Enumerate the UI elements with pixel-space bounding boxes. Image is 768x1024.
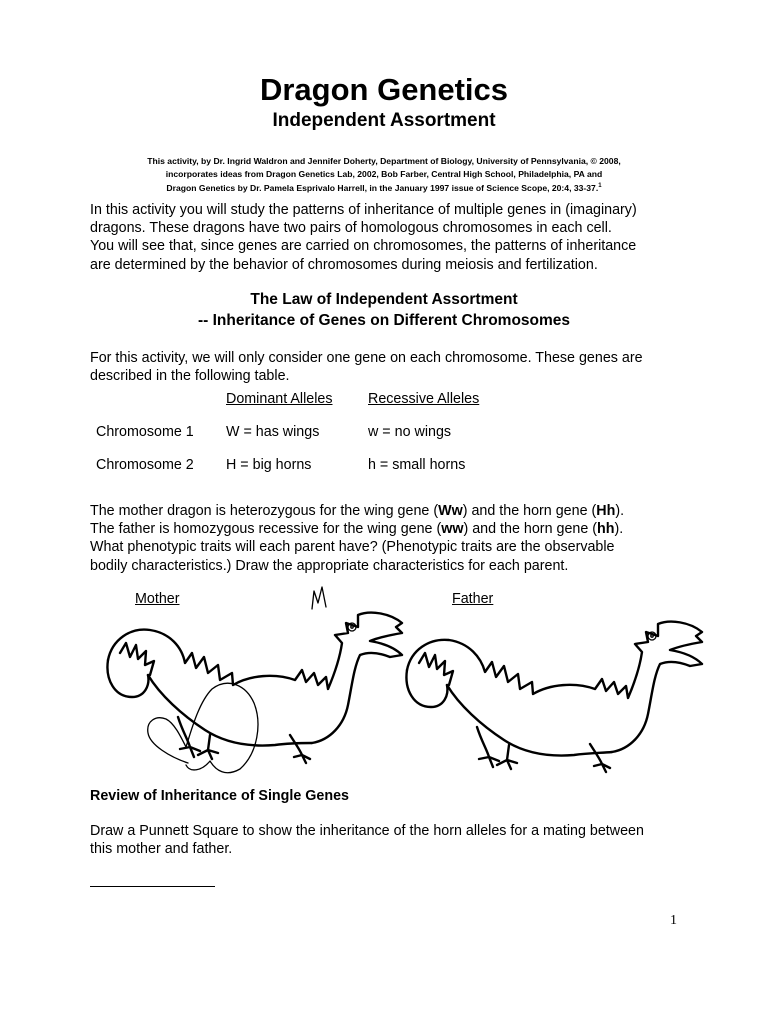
credit-line-text: Dragon Genetics by Dr. Pamela Esprivalo Harrell, in the January 1997 issue of Science Scope, 20:4, 33-37. xyxy=(166,182,599,193)
text-run: ). xyxy=(614,521,624,538)
genotype-mother-wing: Ww xyxy=(438,503,463,519)
review-line: Draw a Punnett Square to show the inheritance of the horn alleles for a mating between xyxy=(90,823,644,839)
intro-paragraph xyxy=(90,201,690,274)
table-row-label: Chromosome 1 xyxy=(96,424,194,440)
section-heading-line: The Law of Independent Assortment xyxy=(250,291,518,308)
review-line: this mother and father. xyxy=(90,841,233,858)
genotype-father-wing: ww xyxy=(441,521,464,538)
parents-line: What phenotypic traits will each parent have? (Phenotypic traits are the observable xyxy=(90,539,615,556)
father-dragon-drawing xyxy=(395,610,685,775)
text-run: ). xyxy=(615,503,625,519)
intro-line: are determined by the behavior of chromosomes during meiosis and fertilization. xyxy=(90,256,598,273)
text-run: ) and the horn gene ( xyxy=(463,521,598,538)
credit-block xyxy=(0,155,768,194)
mother-dragon-drawing xyxy=(90,585,380,780)
intro-line: dragons. These dragons have two pairs of homologous chromosomes in each cell. xyxy=(90,220,612,237)
review-paragraph xyxy=(90,822,690,858)
parents-line xyxy=(90,502,690,520)
text-run: The father is homozygous recessive for the wing gene ( xyxy=(90,521,442,538)
mother-label: Mother xyxy=(135,591,180,607)
table-intro xyxy=(90,349,690,385)
intro-line: You will see that, since genes are carried on chromosomes, the patterns of inheritance xyxy=(90,238,637,255)
parents-line xyxy=(90,520,690,538)
table-header-recessive: Recessive Alleles xyxy=(368,391,480,407)
footnote-rule xyxy=(90,886,215,887)
text-run: ) and the horn gene ( xyxy=(462,503,597,519)
document-subtitle: Independent Assortment xyxy=(272,110,496,131)
table-intro-line: described in the following table. xyxy=(90,368,290,385)
table-cell-recessive: w = no wings xyxy=(368,424,452,440)
table-row-label: Chromosome 2 xyxy=(96,457,194,473)
credit-line: incorporates ideas from Dragon Genetics Lab, 2002, Bob Farber, Central High School, Philadelphia, PA and xyxy=(165,168,603,179)
genotype-father-horn: hh xyxy=(597,521,615,538)
credit-line: This activity, by Dr. Ingrid Waldron and Jennifer Doherty, Department of Biology, University of Pennsylvania, © 2008, xyxy=(147,156,621,166)
horn-drawing xyxy=(312,587,326,609)
parents-paragraph xyxy=(90,502,690,575)
review-heading: Review of Inheritance of Single Genes xyxy=(90,788,349,804)
section-heading xyxy=(0,289,768,331)
parents-line: bodily characteristics.) Draw the appropriate characteristics for each parent. xyxy=(90,557,569,574)
document-title: Dragon Genetics xyxy=(259,72,509,107)
table-cell-dominant: W = has wings xyxy=(226,424,320,440)
text-run: The mother dragon is heterozygous for the wing gene ( xyxy=(90,503,439,519)
section-heading-line: -- Inheritance of Genes on Different Chromosomes xyxy=(197,312,571,329)
table-intro-line: For this activity, we will only consider one gene on each chromosome. These genes are xyxy=(90,350,643,366)
dragon-outline xyxy=(406,622,702,772)
table-cell-dominant: H = big horns xyxy=(226,457,312,473)
genotype-mother-horn: Hh xyxy=(596,503,616,519)
intro-line: In this activity you will study the patterns of inheritance of multiple genes in (imaginary) xyxy=(90,202,637,218)
footnote-mark: 1 xyxy=(598,183,602,189)
page-number: 1 xyxy=(670,913,677,928)
father-label: Father xyxy=(452,591,494,607)
credit-line xyxy=(0,180,768,194)
table-header-dominant: Dominant Alleles xyxy=(226,391,333,407)
table-cell-recessive: h = small horns xyxy=(368,457,466,473)
